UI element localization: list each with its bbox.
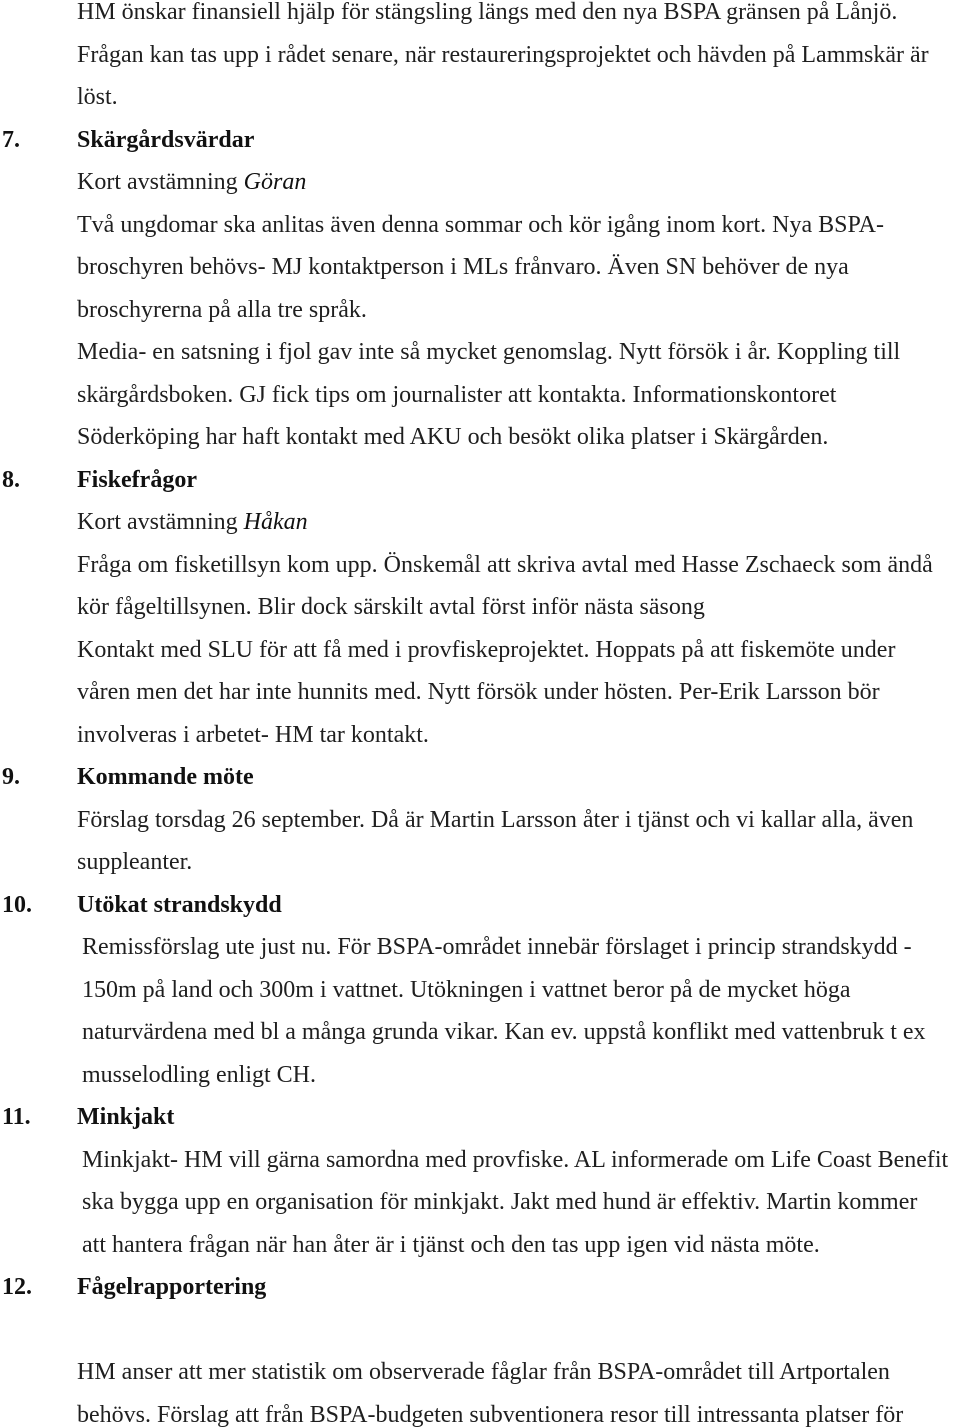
paragraph-line: HM anser att mer statistik om observerade fåglar från BSPA-området till Artportalen (77, 1359, 890, 1385)
paragraph-line: löst. (77, 84, 118, 110)
section-title: Skärgårdsvärdar (77, 126, 255, 153)
paragraph-line: Minkjakt- HM vill gärna samordna med provfiske. AL informerade om Life Coast Benefit (82, 1146, 949, 1173)
intro-paragraph (0, 0, 960, 128)
check-in-label: Kort avstämning (77, 169, 238, 195)
paragraph-line: skärgårdsboken. GJ fick tips om journalister att kontakta. Informationskontoret (77, 381, 837, 408)
paragraph-line: Frågan kan tas upp i rådet senare, när restaureringsprojektet och hävden på Lammskär är (77, 41, 929, 68)
paragraph-line: HM önskar finansiell hjälp för stängsling längs med den nya BSPA gränsen på Lånjö. (77, 0, 898, 25)
check-in-label: Kort avstämning (77, 509, 238, 535)
section-title: Kommande möte (77, 764, 254, 790)
section-number: 11. (2, 1104, 31, 1130)
paragraph-line: Kontakt med SLU för att få med i provfiskeprojektet. Hoppats på att fiskemöte under (77, 636, 896, 663)
section-10-utokat-strandskydd (0, 893, 960, 1106)
section-11-minkjakt (0, 1105, 960, 1275)
section-heading (0, 468, 960, 511)
section-number: 7. (2, 126, 20, 153)
section-title: Fågelrapportering (77, 1274, 267, 1300)
section-8-fiskefragor (0, 468, 960, 766)
paragraph-line: Media- en satsning i fjol gav inte så mycket genomslag. Nytt försök i år. Koppling till (77, 339, 901, 365)
responsible-person: Håkan (243, 509, 308, 535)
blank-line (0, 1318, 960, 1361)
paragraph-line: kör fågeltillsynen. Blir dock särskilt avtal först inför nästa säsong (77, 594, 705, 620)
paragraph-line: behövs. Förslag att från BSPA-budgeten subventionera resor till intressanta platser för (77, 1401, 904, 1428)
paragraph-line: Söderköping har haft kontakt med AKU och besökt olika platser i Skärgården. (77, 424, 829, 450)
section-title: Minkjakt (77, 1104, 175, 1130)
section-heading (0, 893, 960, 936)
section-number: 12. (2, 1274, 32, 1300)
paragraph-line: 150m på land och 300m i vattnet. Utökningen i vattnet beror på de mycket höga (82, 976, 851, 1003)
check-in-line (0, 510, 960, 553)
paragraph-line: att hantera frågan när han åter är i tjänst och den tas upp igen vid nästa möte. (82, 1231, 820, 1258)
section-12-fagelrapportering (0, 1275, 960, 1427)
section-heading (0, 765, 960, 808)
paragraph-line: Förslag torsdag 26 september. Då är Martin Larsson åter i tjänst och vi kallar alla, även (77, 806, 914, 833)
check-in-line (0, 170, 960, 213)
responsible-person: Göran (243, 169, 307, 195)
paragraph-line: naturvärdena med bl a många grunda vikar. Kan ev. uppstå konflikt med vattenbruk t ex (82, 1019, 926, 1045)
section-title: Fiskefrågor (77, 466, 197, 493)
section-9-kommande-mote (0, 765, 960, 893)
paragraph-line: Remissförslag ute just nu. För BSPA-området innebär förslaget i princip strandskydd - (82, 934, 912, 960)
section-number: 9. (2, 764, 20, 790)
section-title: Utökat strandskydd (77, 891, 282, 918)
paragraph-line: Två ungdomar ska anlitas även denna sommar och kör igång inom kort. Nya BSPA- (77, 211, 884, 238)
paragraph-line: involveras i arbetet- HM tar kontakt. (77, 721, 429, 748)
section-number: 10. (2, 891, 32, 918)
section-heading (0, 1275, 960, 1318)
paragraph-line: våren men det har inte hunnits med. Nytt försök under hösten. Per-Erik Larsson bör (77, 679, 880, 705)
paragraph-line: suppleanter. (77, 849, 193, 875)
paragraph-line: broschyren behövs- MJ kontaktperson i MLs frånvaro. Även SN behöver de nya (77, 254, 849, 280)
paragraph-line: musselodling enligt CH. (82, 1061, 316, 1088)
section-7-skargardsvardar (0, 128, 960, 468)
paragraph-line: Fråga om fisketillsyn kom upp. Önskemål att skriva avtal med Hasse Zschaeck som ändå (77, 551, 933, 578)
section-heading (0, 1105, 960, 1148)
paragraph-line: broschyrerna på alla tre språk. (77, 296, 367, 323)
section-number: 8. (2, 466, 20, 493)
section-heading (0, 128, 960, 171)
paragraph-line: ska bygga upp en organisation för minkjakt. Jakt med hund är effektiv. Martin kommer (82, 1189, 918, 1215)
